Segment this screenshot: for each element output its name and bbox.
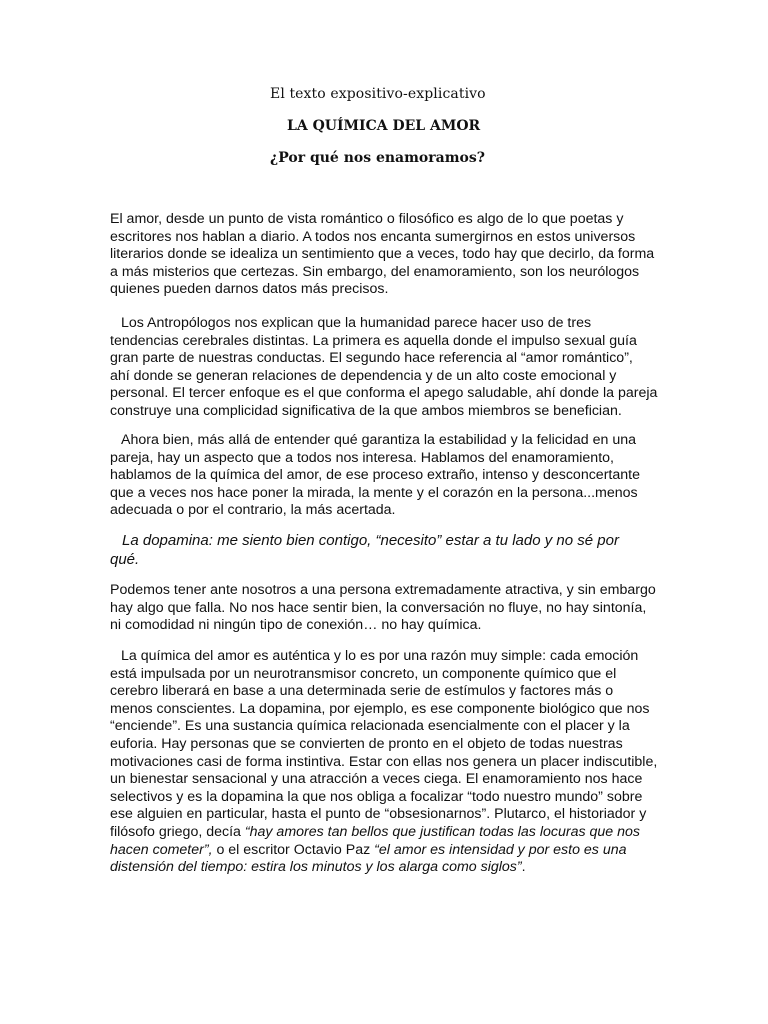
paragraph-attraction: [110, 582, 666, 635]
text-line: ahí donde se generan relaciones de dependencia y de un alto coste emocional y: [110, 367, 617, 384]
text-line: está impulsada por un neurotransmisor concreto, un componente químico que el: [110, 665, 617, 682]
text-line: [110, 859, 666, 877]
document-subtitle: ¿Por qué nos enamoramos?: [270, 150, 485, 166]
text-line: que a veces nos hace poner la mirada, la mente y el corazón en la persona...menos: [110, 484, 638, 501]
text-line: un bienestar sensacional y una atracción a veces ciega. El enamoramiento nos hace: [110, 771, 643, 788]
text-line: menos conscientes. La dopamina, por ejemplo, es ese componente biológico que nos: [110, 700, 650, 717]
quote-octavio-paz-end: distensión del tiempo: estira los minutos y los alarga como siglos”: [110, 859, 522, 876]
text-line: El amor, desde un punto de vista romántico o filosófico es algo de lo que poetas y: [110, 211, 624, 227]
text-line: construye una complicidad significativa de la que ambos miembros se benefician.: [110, 402, 622, 419]
text-line: euforia. Hay personas que se convierten de pronto en el objeto de todas nuestras: [110, 735, 623, 752]
text-line: cerebro liberará en base a una determinada serie de estímulos y factores más o: [110, 683, 614, 700]
quote-plutarco: “hay amores tan bellos que justifican todas las locuras que nos: [244, 823, 641, 840]
section-heading-dopamine: [110, 531, 666, 569]
paragraph-intro: [110, 211, 666, 299]
text-line: personal. El tercer enfoque es el que conforma el apego saludable, ahí donde la pareja: [110, 385, 658, 402]
text-line: ese alguien en particular, hasta el punto de “obsesionarnos”. Plutarco, el historiador y: [110, 806, 647, 823]
paragraph-dopamine: [110, 648, 666, 877]
text-line: hay algo que falla. No nos hace sentir bien, la conversación no fluye, no hay sintonía,: [110, 599, 647, 616]
quote-octavio-paz: “el amor es intensidad y por esto es una: [374, 841, 627, 858]
text-line: tendencias cerebrales distintas. La primera es aquella donde el impulso sexual guía: [110, 332, 637, 349]
text-line: [110, 824, 666, 842]
text-run: filósofo griego, decía: [110, 823, 241, 840]
text-line: [110, 842, 666, 860]
text-line: selectivos y es la dopamina la que nos obliga a focalizar “todo nuestro mundo” sobre: [110, 788, 643, 805]
text-line: Podemos tener ante nosotros a una persona extremadamente atractiva, y sin embargo: [110, 582, 656, 598]
text-line: quienes pueden darnos datos más precisos.: [110, 281, 389, 298]
text-line: adecuada o por el contrario, la más acertada.: [110, 502, 396, 519]
text-line: gran parte de nuestras conductas. El segundo hace referencia al “amor romántico”,: [110, 350, 633, 367]
text-line: pareja, hay un aspecto que a todos nos interesa. Hablamos del enamoramiento,: [110, 449, 614, 466]
paragraph-anthropologists: [110, 315, 666, 421]
text-line: escritores nos hablan a diario. A todos nos encanta sumergirnos en estos universos: [110, 228, 636, 245]
text-line: Los Antropólogos nos explican que la humanidad parece hacer uso de tres: [121, 315, 592, 331]
document-title: LA QUÍMICA DEL AMOR: [287, 118, 481, 134]
text-line: motivaciones casi de forma instintiva. Estar con ellas nos genera un placer indiscutible,: [110, 753, 658, 770]
text-line: La química del amor es auténtica y lo es por una razón muy simple: cada emoción: [121, 648, 639, 664]
quote-plutarco-end: hacen cometer”,: [110, 841, 213, 858]
text-line: literarios donde se idealiza un sentimiento que a veces, todo hay que decirlo, da forma: [110, 246, 655, 263]
document-type-heading: El texto expositivo-explicativo: [270, 86, 486, 102]
text-run: o el escritor Octavio Paz: [212, 841, 375, 858]
text-line: “enciende”. Es una sustancia química relacionada esencialmente con el placer y la: [110, 718, 630, 735]
text-line: qué.: [110, 551, 140, 568]
text-line: hablamos de la química del amor, de ese proceso extraño, intenso y desconcertante: [110, 467, 640, 484]
paragraph-chemistry-intro: [110, 432, 666, 520]
text-run: .: [521, 859, 526, 876]
text-line: a más misterios que certezas. Sin embargo, del enamoramiento, son los neurólogos: [110, 263, 640, 280]
text-line: La dopamina: me siento bien contigo, “necesito” estar a tu lado y no sé por: [122, 532, 619, 549]
text-line: ni comodidad ni ningún tipo de conexión… no hay química.: [110, 617, 482, 634]
text-line: Ahora bien, más allá de entender qué garantiza la estabilidad y la felicidad en una: [121, 432, 637, 448]
